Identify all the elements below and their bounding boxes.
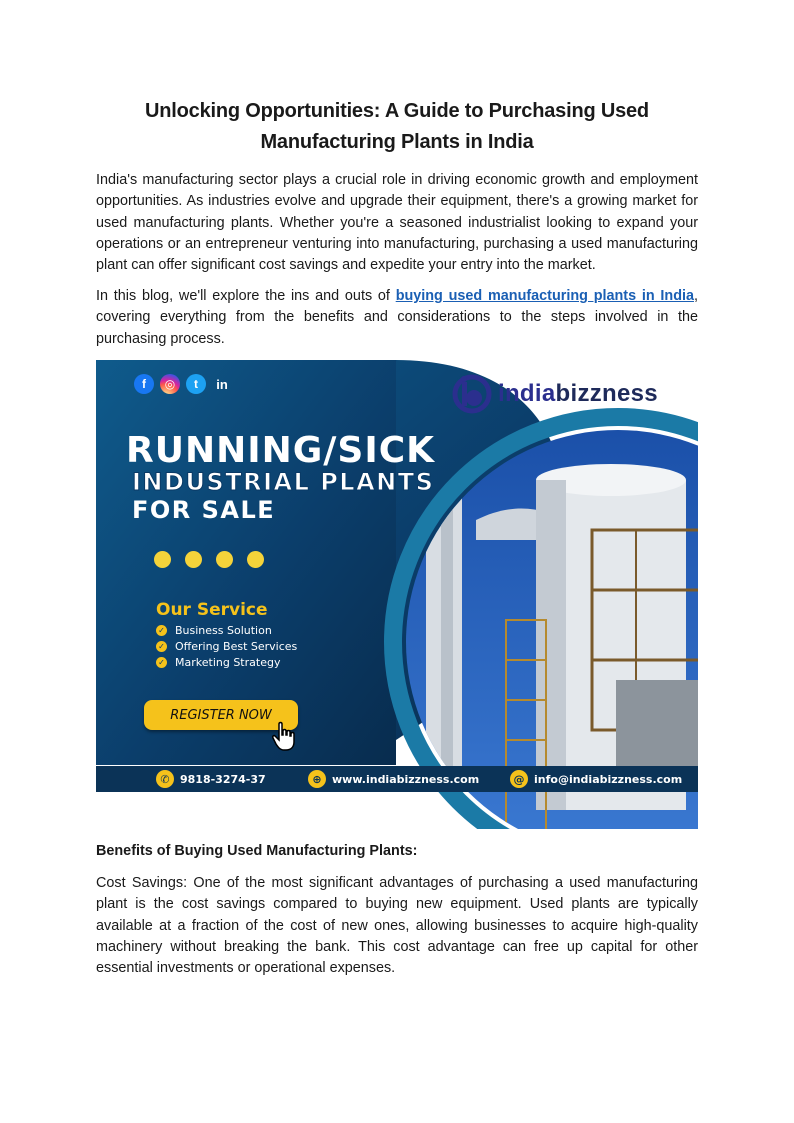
- email-contact: @ info@indiabizzness.com: [510, 770, 682, 788]
- page-title: [96, 96, 698, 158]
- service-item: ✓ Marketing Strategy: [156, 654, 297, 670]
- phone-contact: ✆ 9818-3274-37: [156, 770, 266, 788]
- facebook-icon: f: [134, 374, 154, 394]
- dot: [247, 551, 264, 568]
- buying-used-plants-link[interactable]: buying used manufacturing plants in India: [395, 288, 694, 304]
- banner-headline-running-sick: RUNNING/SICK: [126, 430, 436, 471]
- dot: [216, 551, 233, 568]
- instagram-icon: ◎: [160, 374, 180, 394]
- social-icons: [134, 374, 232, 394]
- phone-icon: ✆: [156, 770, 174, 788]
- our-service-heading: Our Service: [156, 600, 268, 620]
- linkedin-icon: in: [216, 376, 228, 392]
- decorative-dots: [154, 551, 264, 568]
- globe-icon: ⊕: [308, 770, 326, 788]
- overview-text-start: In this blog, we'll explore the ins and outs of: [96, 288, 396, 304]
- title-line-2: Manufacturing Plants in India: [260, 131, 534, 153]
- at-icon: @: [510, 770, 528, 788]
- dot: [154, 551, 171, 568]
- check-icon: ✓: [156, 657, 167, 668]
- intro-paragraph: India's manufacturing sector plays a crucial role in driving economic growth and employment opportunities. As industries evolve and upgrade their equipment, there's a growing market for used manufacturing plants. Whether you're a seasoned industrialist looking to expand your operations or an entrepreneur venturing into manufacturing, purchasing a used manufacturing plant can offer significant cost savings and expedite your entry into the market.: [96, 172, 698, 274]
- banner-headline-for-sale: FOR SALE: [132, 496, 276, 524]
- service-item: ✓ Offering Best Services: [156, 638, 297, 654]
- benefits-heading: Benefits of Buying Used Manufacturing Plants:: [96, 843, 418, 859]
- check-icon: ✓: [156, 641, 167, 652]
- blog-overview-paragraph: [96, 286, 698, 350]
- cost-savings-paragraph: Cost Savings: One of the most significant advantages of purchasing a used manufacturing plant is the cost savings compared to buying new equipment. Used plants are typically available at a fraction of the cost of new ones, allowing businesses to acquire high-quality machinery without breaking the bank. This cost advantage can free up capital for other essential investments or operational expenses.: [96, 875, 698, 977]
- service-item: ✓ Business Solution: [156, 622, 297, 638]
- dot: [185, 551, 202, 568]
- check-icon: ✓: [156, 625, 167, 636]
- logo-mark-icon: [452, 374, 492, 414]
- twitter-icon: t: [186, 374, 206, 394]
- register-now-button: REGISTER NOW: [144, 700, 298, 730]
- hand-cursor-icon: [270, 720, 302, 752]
- website-contact: ⊕ www.indiabizzness.com: [308, 770, 479, 788]
- overview-text-end: , covering everything from the benefits and considerations to the steps involved in the purchasing process.: [96, 288, 698, 347]
- logo-wordmark: indiabizzness: [498, 380, 658, 407]
- banner-headline-industrial-plants: INDUSTRIAL PLANTS: [132, 468, 435, 496]
- title-line-1: Unlocking Opportunities: A Guide to Purchasing Used: [145, 100, 649, 122]
- indiabizzness-logo: [452, 374, 658, 414]
- promo-banner-image: [96, 360, 698, 829]
- service-list: [156, 622, 297, 670]
- contact-bar: [96, 766, 698, 792]
